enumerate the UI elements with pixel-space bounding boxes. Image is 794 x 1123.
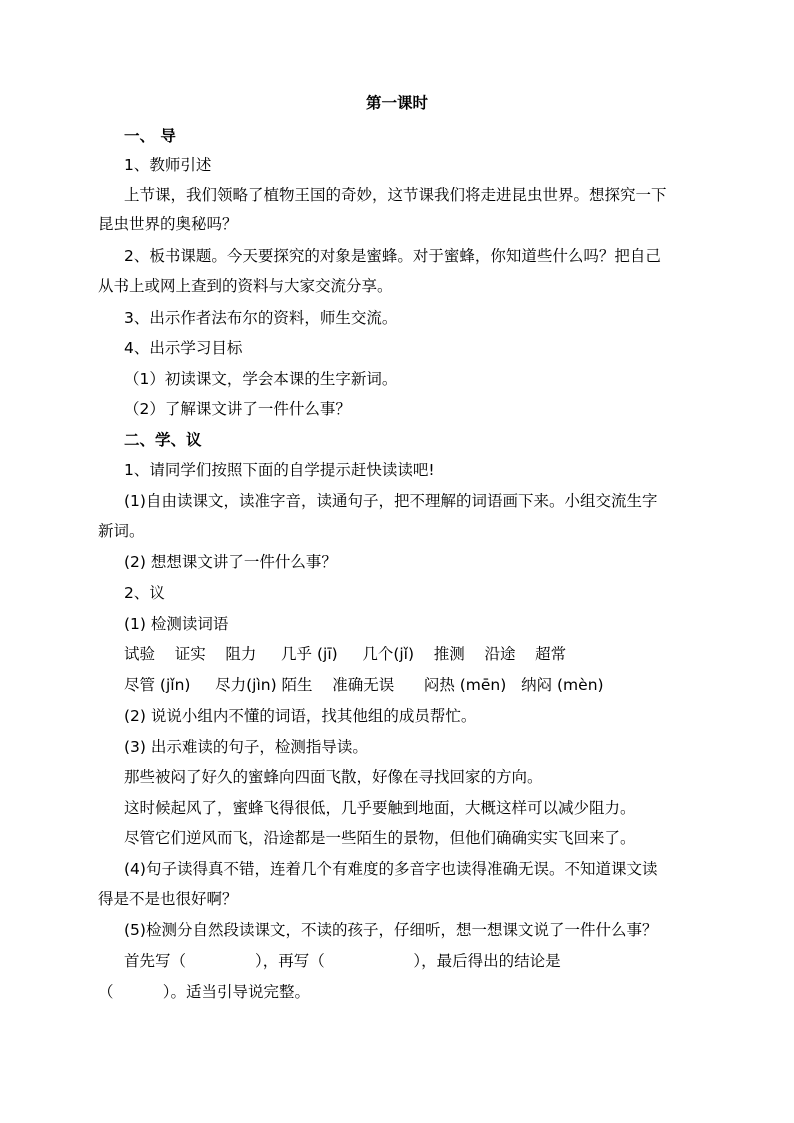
paragraph-line: 得是不是也很好啊？	[98, 890, 238, 908]
paragraph-line: (2) 说说小组内不懂的词语，找其他组的成员帮忙。	[124, 707, 477, 725]
paragraph-line: (3) 出示难读的句子，检测指导读。	[124, 738, 368, 756]
paragraph-line: 4、出示学习目标	[124, 339, 243, 357]
paragraph-line: 1、请同学们按照下面的自学提示赶快读读吧!	[124, 461, 435, 479]
paragraph-line: （1）初读课文，学会本课的生字新词。	[124, 370, 398, 388]
paragraph-line: (4)句子读得真不错，连着几个有难度的多音字也读得准确无误。不知道课文读	[124, 860, 658, 878]
paragraph-line: 1、教师引述	[124, 156, 212, 174]
paragraph-line: (1) 检测读词语	[124, 615, 229, 633]
page-title: 第一课时	[365, 94, 428, 112]
vocabulary-line: 试验 证实 阻力 几乎 (jī) 几个(jǐ) 推测 沿途 超常	[124, 645, 567, 663]
paragraph-line: 上节课，我们领略了植物王国的奇妙，这节课我们将走进昆虫世界。想探究一下	[124, 186, 667, 204]
section-heading-1: 一、 导	[124, 127, 176, 145]
paragraph-line: 2、议	[124, 584, 165, 602]
sentence-line: 这时候起风了，蜜蜂飞得很低，几乎要触到地面，大概这样可以减少阻力。	[124, 799, 636, 817]
paragraph-line: 昆虫世界的奥秘吗？	[98, 215, 238, 233]
paragraph-line: 2、板书课题。今天要探究的对象是蜜蜂。对于蜜蜂，你知道些什么吗？把自己	[124, 247, 661, 265]
paragraph-line: 从书上或网上查到的资料与大家交流分享。	[98, 277, 393, 295]
vocabulary-line: 尽管 (jǐn) 尽力(jìn) 陌生 准确无误 闷热 (mēn) 纳闷 (mèn)	[124, 676, 604, 694]
fill-blank-line: （ ）。适当引导说完整。	[98, 983, 311, 1001]
fill-blank-line: 首先写（ ），再写（ ），最后得出的结论是	[124, 952, 561, 970]
paragraph-line: (1)自由读课文，读准字音，读通句子，把不理解的词语画下来。小组交流生字	[124, 492, 658, 510]
paragraph-line: (2) 想想课文讲了一件什么事？	[124, 553, 337, 571]
sentence-line: 那些被闷了好久的蜜蜂向四面飞散，好像在寻找回家的方向。	[124, 768, 543, 786]
paragraph-line: 新词。	[98, 522, 145, 540]
paragraph-line: (5)检测分自然段读课文，不读的孩子，仔细听，想一想课文说了一件什么事？	[124, 921, 658, 939]
section-heading-2: 二、学、议	[124, 431, 202, 449]
paragraph-line: （2）了解课文讲了一件什么事？	[124, 400, 351, 418]
sentence-line: 尽管它们逆风而飞，沿途都是一些陌生的景物，但他们确确实实飞回来了。	[124, 829, 636, 847]
paragraph-line: 3、出示作者法布尔的资料，师生交流。	[124, 309, 398, 327]
